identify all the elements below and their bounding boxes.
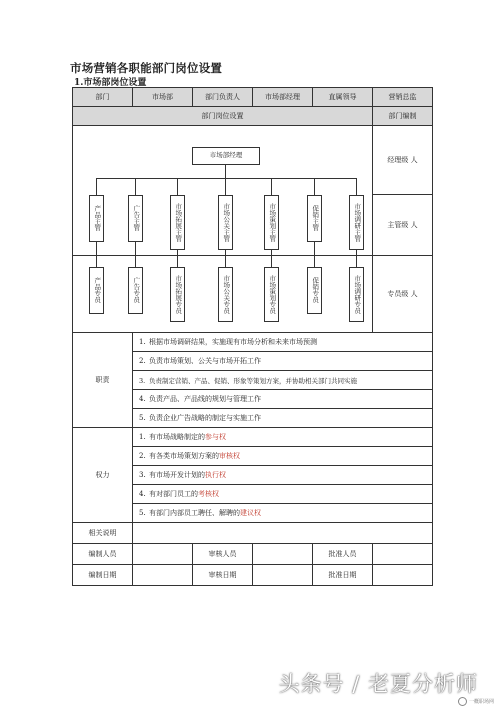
supervisor-box: 促销主管 — [307, 195, 322, 242]
supervisor-box: 广告主管 — [128, 195, 143, 242]
watermark: 头条号 / 老夏分析师 — [278, 672, 478, 696]
level-supervisor: 主管级 人 — [373, 195, 433, 256]
corner-logo: 一概职场网 — [458, 697, 494, 706]
power-row — [73, 428, 433, 447]
header-row — [73, 88, 433, 107]
reviewed-date-value — [253, 565, 313, 586]
section-right: 部门编制 — [373, 107, 433, 126]
header-cell: 部门负责人 — [193, 88, 253, 107]
related-row — [73, 523, 433, 544]
position-table — [72, 87, 433, 586]
powers-label: 权力 — [73, 428, 133, 523]
related-label: 相关说明 — [73, 523, 133, 544]
reviewed-by-value — [253, 544, 313, 565]
prepared-date-value — [133, 565, 193, 586]
reviewed-date-label: 审核日期 — [193, 565, 253, 586]
org-row-manager — [73, 126, 433, 195]
related-value — [133, 523, 433, 544]
supervisor-box: 市场公关主管 — [218, 195, 233, 250]
approved-date-label: 批准日期 — [313, 565, 373, 586]
staff-box: 市场策划专员 — [264, 267, 279, 322]
power-item: 2. 有各类市场策划方案的审核权 — [133, 447, 433, 466]
org-chart — [73, 126, 373, 333]
header-cell: 市场部 — [133, 88, 193, 107]
supervisor-box: 市场拓展主管 — [170, 195, 185, 250]
approved-by-label: 批准人员 — [313, 544, 373, 565]
section-heading: 1.市场部岗位设置 — [74, 78, 147, 88]
level-staff: 专员级 人 — [373, 256, 433, 333]
duty-item: 3. 负责制定营销、产品、促销、形象等策划方案，并协助相关部门共同实施 — [133, 371, 433, 390]
duty-item: 4. 负责产品、产品线的规划与管理工作 — [133, 390, 433, 409]
duty-item: 1. 根据市场调研结果，实施现有市场分析和未来市场预测 — [133, 333, 433, 352]
supervisor-box: 产品主管 — [89, 195, 104, 242]
logo-icon — [458, 697, 467, 706]
duty-item: 5. 负责企业广告战略的制定与实施工作 — [133, 409, 433, 428]
signoff-row — [73, 544, 433, 565]
date-row — [73, 565, 433, 586]
approved-by-value — [373, 544, 433, 565]
manager-box: 市场部经理 — [192, 147, 260, 165]
prepared-date-label: 编制日期 — [73, 565, 133, 586]
staff-box: 促销专员 — [307, 267, 322, 314]
header-cell: 市场部经理 — [253, 88, 313, 107]
prepared-by-value — [133, 544, 193, 565]
duties-label: 职责 — [73, 333, 133, 428]
staff-box: 市场调研专员 — [349, 267, 364, 322]
power-item: 1. 有市场战略制定的参与权 — [133, 428, 433, 447]
staff-box: 市场公关专员 — [218, 267, 233, 322]
staff-box: 广告专员 — [128, 267, 143, 314]
level-manager: 经理级 人 — [373, 126, 433, 195]
power-item: 4. 有对部门员工的考核权 — [133, 485, 433, 504]
power-item: 5. 有部门内部员工聘任、解聘的建议权 — [133, 504, 433, 523]
supervisor-box: 市场策划主管 — [264, 195, 279, 250]
prepared-by-label: 编制人员 — [73, 544, 133, 565]
header-cell: 直属领导 — [313, 88, 373, 107]
org-chart-canvas — [73, 127, 372, 332]
duty-item: 2. 负责市场策划、公关与市场开拓工作 — [133, 352, 433, 371]
approved-date-value — [373, 565, 433, 586]
reviewed-by-label: 审核人员 — [193, 544, 253, 565]
staff-box: 产品专员 — [89, 267, 104, 314]
duty-row — [73, 333, 433, 352]
header-cell: 营销总监 — [373, 88, 433, 107]
header-cell: 部门 — [73, 88, 133, 107]
section-row — [73, 107, 433, 126]
supervisor-box: 市场调研主管 — [349, 195, 364, 250]
staff-box: 市场拓展专员 — [170, 267, 185, 322]
section-left: 部门岗位设置 — [73, 107, 373, 126]
document-title: 市场营销各职能部门岗位设置 — [70, 61, 223, 75]
power-item: 3. 有市场开发计划的执行权 — [133, 466, 433, 485]
